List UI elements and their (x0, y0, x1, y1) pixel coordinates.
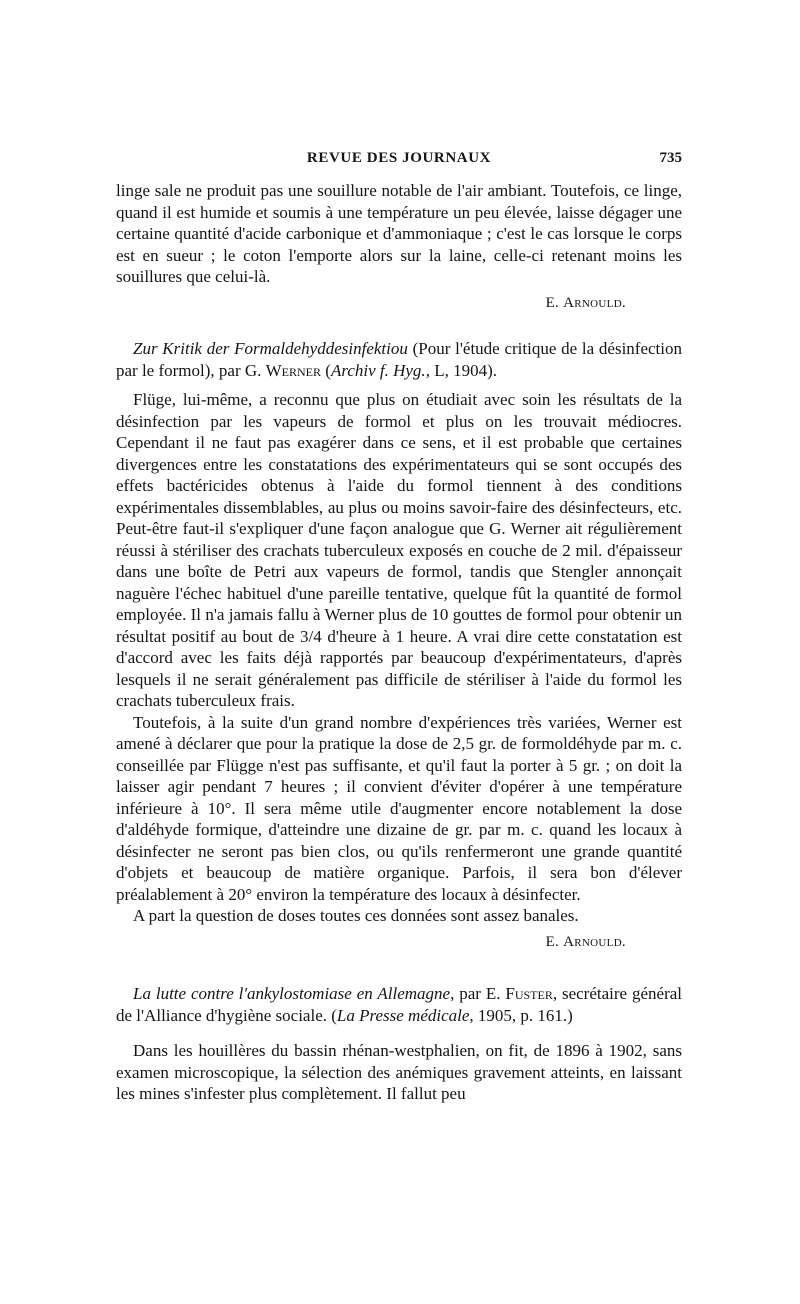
body-text (116, 180, 682, 1105)
signature-initial: E. (545, 294, 564, 311)
review-author-rest: , secrétaire général de l'Alliance d'hygiène sociale. ( (116, 984, 683, 1025)
review-author: Fuster (505, 984, 553, 1003)
paragraph: A part la question de doses toutes ces données sont assez banales. (133, 906, 579, 925)
review-source-rest: , 1905, p. 161.) (469, 1005, 573, 1025)
review-source: Archiv f. Hyg. (330, 360, 426, 380)
page-number: 735 (659, 150, 682, 166)
paragraph: Dans les houillères du bassin rhénan-westphalien, on fit, de 1896 à 1902, sans examen microscopique, la sélection des anémiques gravement atteints, en laissant les mines s'infester plus complètement. Il fallut peu (116, 1041, 682, 1103)
review-heading (116, 983, 682, 1026)
review-source-open: ( (321, 360, 331, 380)
review-title: Zur Kritik der Formaldehyddesinfektiou (133, 339, 408, 358)
review-source-rest: , L, 1904). (425, 360, 497, 380)
paragraph-continued: linge sale ne produit pas une souillure notable de l'air ambiant. Toutefois, ce linge, quand il est humide et soumis à une température un peu élevée, laisse dégager une certaine quantité d'acide carbonique et d'ammoniaque ; c'est le cas lorsque le corps est en sueur ; le coton l'emporte alors sur la laine, celle-ci retenant moins les souillures que celui-là. (116, 181, 682, 286)
review-title-rest: (Pour l'étude critique de la désinfection par le formol), par G. (116, 339, 682, 380)
running-head: REVUE DES JOURNAUX (306, 150, 492, 166)
signature-name: Arnould. (563, 294, 626, 311)
paragraph: Flüge, lui-même, a reconnu que plus on étudiait avec soin les résultats de la désinfection par les vapeurs de formol et plus on les trouvait médiocres. Cependant il ne faut pas exagérer dans ce sens, et il est probable que certaines divergences entre les constatations des expérimentateurs qui se sont occupés des effets bactéricides obtenus à l'aide du formol tiennent à des conditions expérimentales dissemblables, au plus ou moins savoir-faire des désinfecteurs, etc. Peut-être faut-il s'expliquer d'une façon analogue que G. Werner ait régulièrement réussi à stériliser des crachats tuberculeux exposés en couche de 2 mil. d'épaisseur dans une boîte de Petri aux vapeurs de formol, tandis que Stengler annonçait naguère l'échec habituel d'une pareille tentative, quelque fût la quantité de formol employée. Il n'a jamais fallu à Werner plus de 10 gouttes de formol pour obtenir un résultat positif au bout de 3/4 d'heure à 1 heure. A vrai dire cette constatation est d'accord avec les faits déjà rapportés par beaucoup d'expérimentateurs, d'après lesquels il ne serait généralement pas difficile de stériliser à l'aide du formol les crachats tuberculeux frais. (116, 390, 682, 710)
review-heading (116, 338, 682, 381)
paragraph: Toutefois, à la suite d'un grand nombre d'expériences très variées, Werner est amené à déclarer que pour la pratique la dose de 2,5 gr. de formoldéhyde par m. c. conseillée par Flügge n'est pas suffisante, et qu'il faut la porter à 5 gr. ; on doit la laisser agir pendant 7 heures ; il convient d'éviter d'opérer à une température inférieure à 10°. Il sera même utile d'augmenter encore notablement la dose d'aldéhyde formique, d'atteindre une dizaine de gr. par m. c. quand les locaux à désinfecter ne seront pas bien clos, ou qu'ils renfermeront une grande quantité d'objets et beaucoup de matière organique. Parfois, il sera bon d'élever préalablement à 20° environ la température des locaux à désinfecter. (116, 712, 682, 904)
review-source: La Presse médicale (336, 1005, 470, 1025)
signature-initial: E. (545, 933, 564, 950)
signature (116, 932, 682, 954)
review-title: La lutte contre l'ankylostomiase en Allemagne (133, 984, 451, 1003)
review-author: Werner (265, 360, 322, 380)
signature (116, 293, 682, 315)
page-header (116, 150, 682, 178)
review-title-rest: , par E. (450, 984, 506, 1003)
signature-name: Arnould. (563, 933, 626, 950)
